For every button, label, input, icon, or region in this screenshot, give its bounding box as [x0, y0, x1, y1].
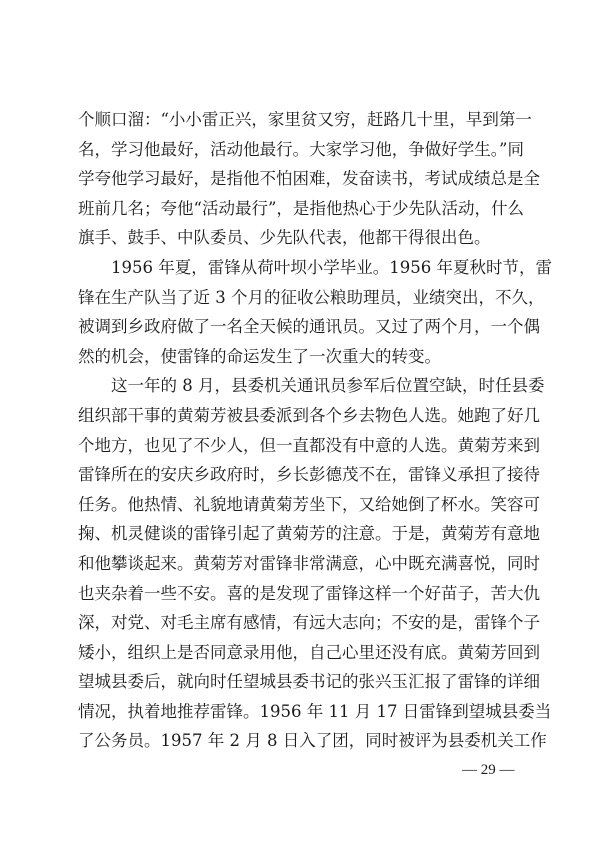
- text-line: 任务。他热情、礼貌地请黄菊芳坐下，又给她倒了杯水。笑容可: [78, 494, 540, 514]
- text-line: 组织部干事的黄菊芳被县委派到各个乡去物色人选。她跑了好几: [78, 405, 540, 425]
- text-line: 1956 年夏，雷锋从荷叶坝小学毕业。1956 年夏秋时节，雷: [78, 257, 552, 277]
- text-line: 旗手、鼓手、中队委员、少先队代表，他都干得很出色。: [78, 228, 491, 248]
- text-line: 望城县委后，就向时任望城县委书记的张兴玉汇报了雷锋的详细: [78, 672, 540, 692]
- text-line: 学夸他学习最好，是指他不怕困难，发奋读书，考试成绩总是全: [78, 169, 540, 189]
- body-text: [78, 105, 552, 756]
- text-line: 然的机会，使雷锋的命运发生了一次重大的转变。: [78, 346, 441, 366]
- text-line: 个地方，也见了不少人，但一直都没有中意的人选。黄菊芳来到: [78, 435, 540, 455]
- text-line: 个顺口溜：“小小雷正兴，家里贫又穷，赶路几十里，早到第一: [78, 110, 532, 129]
- text-line: 矮小，组织上是否同意录用他，自己心里还没有底。黄菊芳回到: [78, 642, 540, 662]
- text-line: 了公务员。1957 年 2 月 8 日入了团，同时被评为县委机关工作: [78, 731, 547, 751]
- text-line: 名，学习他最好，活动他最行。大家学习他，争做好学生。”同: [78, 139, 524, 159]
- text-line: 深，对党、对毛主席有感情，有远大志向；不安的是，雷锋个子: [78, 613, 540, 633]
- page-number: — 29 —: [462, 762, 515, 778]
- text-line: 锋在生产队当了近 3 个月的征收公粮助理员，业绩突出，不久，: [78, 287, 545, 307]
- text-line: 掬、机灵健谈的雷锋引起了黄菊芳的注意。于是，黄菊芳有意地: [78, 524, 540, 544]
- text-line: 被调到乡政府做了一名全天候的通讯员。又过了两个月，一个偶: [78, 317, 540, 337]
- text-line: 和他攀谈起来。黄菊芳对雷锋非常满意，心中既充满喜悦，同时: [78, 553, 540, 573]
- text-line: 雷锋所在的安庆乡政府时，乡长彭德茂不在，雷锋义承担了接待: [78, 465, 540, 485]
- text-line: 班前几名；夸他“活动最行”，是指他热心于少先队活动，什么: [78, 198, 524, 218]
- text-line: 情况，执着地推荐雷锋。1956 年 11 月 17 日雷锋到望城县委当: [78, 701, 552, 721]
- text-line: 也夹杂着一些不安。喜的是发现了雷锋这样一个好苗子，苦大仇: [78, 583, 540, 603]
- text-line: 这一年的 8 月，县委机关通讯员参军后位置空缺，时任县委: [78, 376, 545, 396]
